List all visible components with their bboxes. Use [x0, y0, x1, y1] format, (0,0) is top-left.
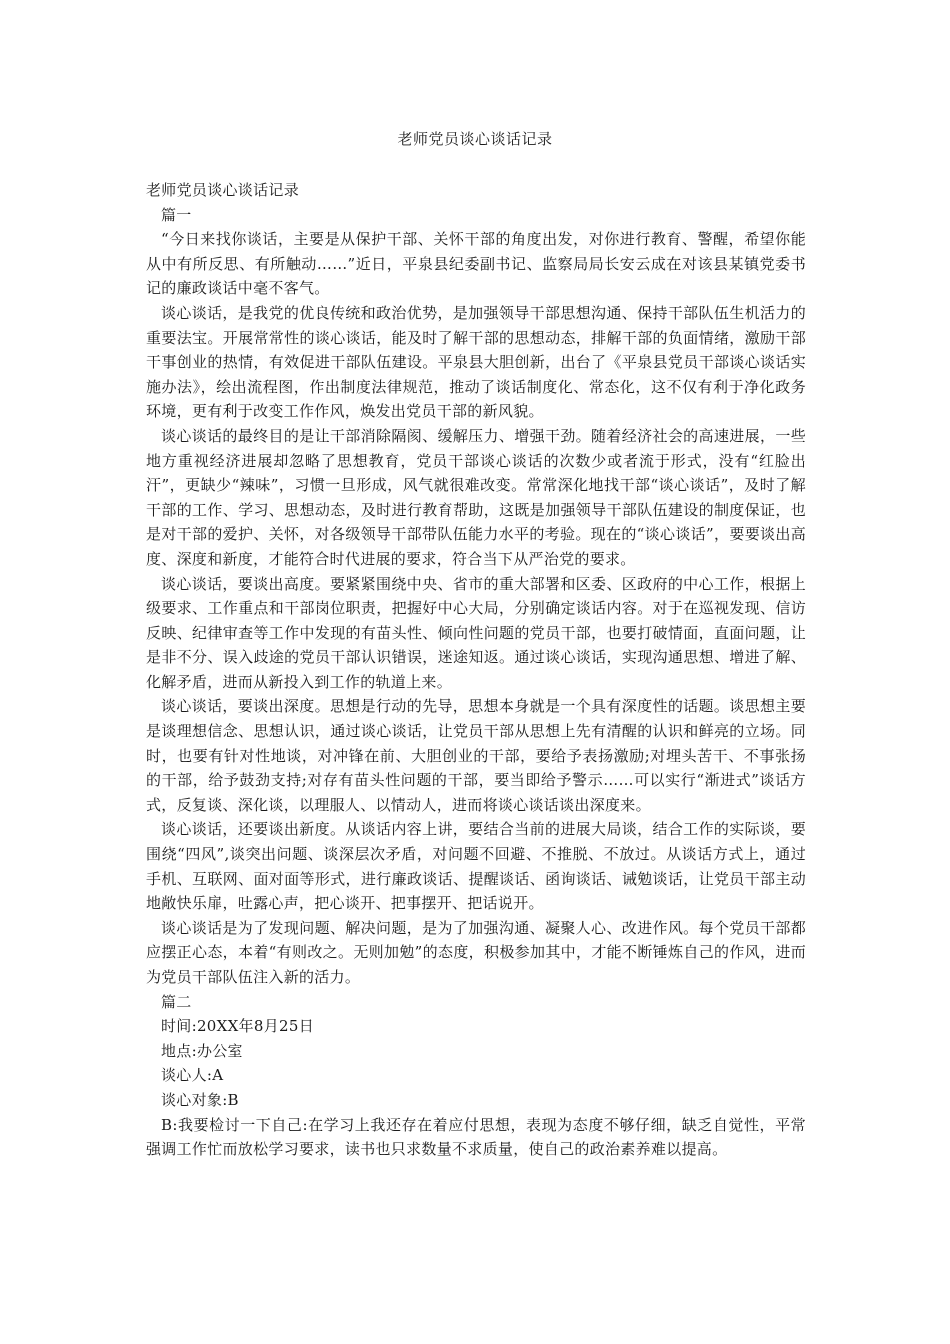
- document-title: 老师党员谈心谈话记录: [397, 130, 553, 148]
- record-time: 时间:20XX年8月25日: [161, 1017, 315, 1036]
- record-interviewee: 谈心对象:B: [161, 1090, 239, 1109]
- record-place: 地点:办公室: [161, 1041, 243, 1060]
- record-interviewer: 谈心人:A: [161, 1066, 224, 1085]
- document-body: [146, 178, 806, 1162]
- paragraph: 谈心谈话，是我党的优良传统和政治优势，是加强领导干部思想沟通、保持干部队伍生机活力的重要法宝。开展常常性的谈心谈话，能及时了解干部的思想动态，排解干部的负面情绪，激励干部干事创业的热情，有效促进干部队伍建设。平泉县大胆创新，出台了《平泉县党员干部谈心谈话实施办法》，绘出流程图，作出制度法律规范，推动了谈话制度化、常态化，这不仅有利于净化政务环境，更有利于改变工作作风，焕发出党员干部的新风貌。: [146, 303, 806, 421]
- paragraph: 谈心谈话，要谈出深度。思想是行动的先导，思想本身就是一个具有深度性的话题。谈思想主要是谈理想信念、思想认识，通过谈心谈话，让党员干部从思想上先有清醒的认识和鲜亮的立场。同时，也要有针对性地谈，对冲锋在前、大胆创业的干部，要给予表扬激励;对埋头苦干、不事张扬的干部，给予鼓劲支持;对存有苗头性问题的干部，要当即给予警示……可以实行“渐进式”谈话方式，反复谈、深化谈，以理服人、以情动人，进而将谈心谈话谈出深度来。: [146, 697, 806, 814]
- section-heading-2: 篇二: [161, 992, 192, 1011]
- paragraph: 谈心谈话，要谈出高度。要紧紧围绕中央、省市的重大部署和区委、区政府的中心工作，根据上级要求、工作重点和干部岗位职责，把握好中心大局，分别确定谈话内容。对于在巡视发现、信访反映、纪律审查等工作中发现的有苗头性、倾向性问题的党员干部，也要打破情面，直面问题，让是非不分、误入歧途的党员干部认识错误，迷途知返。通过谈心谈话，实现沟通思想、增进了解、化解矛盾，进而从新投入到工作的轨道上来。: [146, 574, 806, 691]
- paragraph: 谈心谈话的最终目的是让干部消除隔阂、缓解压力、增强干劲。随着经济社会的高速进展，一些地方重视经济进展却忽略了思想教育，党员干部谈心谈话的次数少或者流于形式，没有“红脸出汗”，更缺少“辣味”，习惯一旦形成，风气就很难改变。常常深化地找干部“谈心谈话”，及时了解干部的工作、学习、思想动态，及时进行教育帮助，这既是加强领导干部队伍建设的制度保证，也是对干部的爱护、关怀，对各级领导干部带队伍能力水平的考验。现在的“谈心谈话”，要要谈出高度、深度和新度，才能符合时代进展的要求，符合当下从严治党的要求。: [146, 426, 806, 568]
- paragraph: “今日来找你谈话，主要是从保护干部、关怀干部的角度出发，对你进行教育、警醒，希望你能从中有所反思、有所触动……”近日，平泉县纪委副书记、监察局局长安云成在对该县某镇党委书记的廉政谈话中毫不客气。: [146, 230, 806, 298]
- paragraph: B:我要检讨一下自己:在学习上我还存在着应付思想，表现为态度不够仔细，缺乏自觉性，平常强调工作忙而放松学习要求，读书也只求数量不求质量，使自己的政治素养难以提高。: [146, 1115, 806, 1159]
- paragraph: 谈心谈话，还要谈出新度。从谈话内容上讲，要结合当前的进展大局谈，结合工作的实际谈，要围绕“四风”,谈突出问题、谈深层次矛盾，对问题不回避、不推脱、不放过。从谈话方式上，通过手机、互联网、面对面等形式，进行廉政谈话、提醒谈话、函询谈话、诫勉谈话，让党员干部主动地敞快乐扉，吐露心声，把心谈开、把事摆开、把话说开。: [146, 820, 806, 913]
- section-heading-1: 篇一: [161, 205, 192, 224]
- paragraph: 谈心谈话是为了发现问题、解决问题，是为了加强沟通、凝聚人心、改进作风。每个党员干部都应摆正心态，本着“有则改之。无则加勉”的态度，积极参加其中，才能不断锤炼自己的作风，进而为党员干部队伍注入新的活力。: [146, 918, 806, 986]
- document-subtitle: 老师党员谈心谈话记录: [146, 181, 300, 199]
